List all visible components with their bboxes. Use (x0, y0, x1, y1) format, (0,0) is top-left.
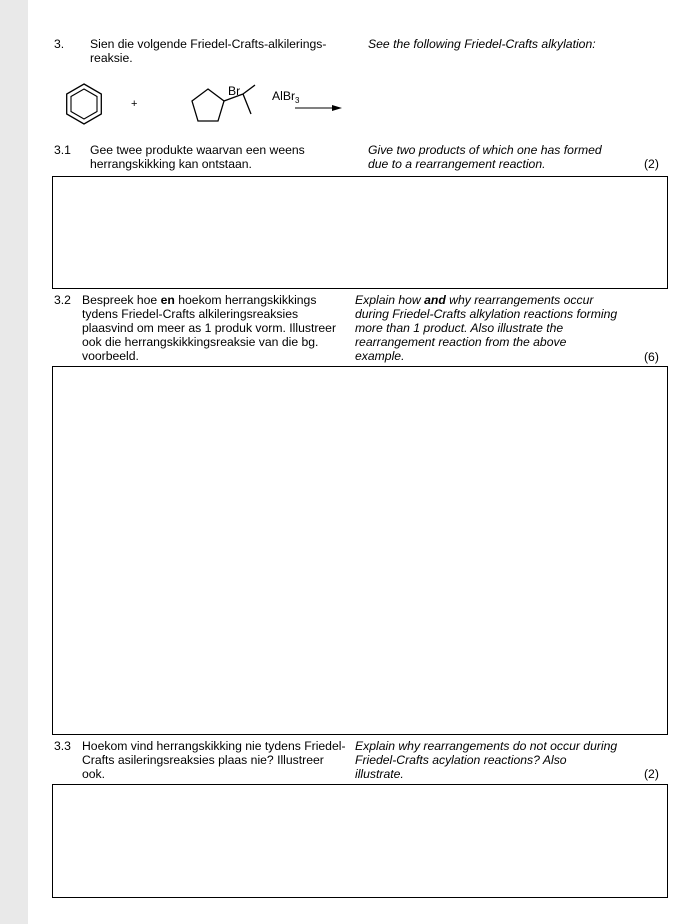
question-number: 3. (54, 37, 65, 51)
marks-label: (2) (644, 157, 659, 171)
question-text-afrikaans: Hoekom vind herrangskikking nie tydens Friedel- Crafts asileringsreaksies plaas nie? Illustreer ook. (82, 739, 346, 781)
reaction-arrow (295, 105, 342, 111)
question-number: 3.3 (54, 739, 71, 753)
answer-box-3-1[interactable] (52, 176, 668, 289)
question-number: 3.2 (54, 293, 71, 307)
benzene-structure (67, 84, 102, 124)
question-number: 3.1 (54, 143, 71, 157)
question-text-english: Give two products of which one has formed due to a rearrangement reaction. (368, 143, 602, 171)
catalyst-label: AlBr$_3$ (272, 89, 300, 105)
cyclopentyl-bromide-structure (192, 85, 255, 121)
question-text-afrikaans: Gee twee produkte waarvan een weens herrangskikking kan ontstaan. (90, 143, 305, 171)
question-text-english: Explain why rearrangements do not occur during Friedel-Crafts acylation reactions? Also illustrate. (355, 739, 618, 781)
question-text-english: See the following Friedel-Crafts alkylation: (368, 37, 596, 51)
marks-label: (6) (644, 350, 659, 364)
reaction-scheme (56, 74, 376, 136)
plus-sign: + (131, 98, 138, 110)
marks-label: (2) (644, 767, 659, 781)
answer-box-3-2[interactable] (52, 366, 668, 735)
question-text-afrikaans: Sien die volgende Friedel-Crafts-alkilerings- reaksie. (90, 37, 327, 65)
question-text-english: Explain how and why rearrangements occur during Friedel-Crafts alkylation reactions forming more than 1 product. Also illustrate the rearrangement reaction from the above example. (355, 293, 618, 363)
answer-box-3-3[interactable] (52, 784, 668, 898)
exam-page (28, 0, 697, 924)
question-text-afrikaans: Bespreek hoe en hoekom herrangskikkings tydens Friedel-Crafts alkileringsreaksies plaasvind om meer as 1 produk vorm. Illustreer ook die herrangskikkingsreaksie van die bg. voorbeeld. (82, 293, 337, 363)
bromine-label: Br (228, 84, 241, 98)
